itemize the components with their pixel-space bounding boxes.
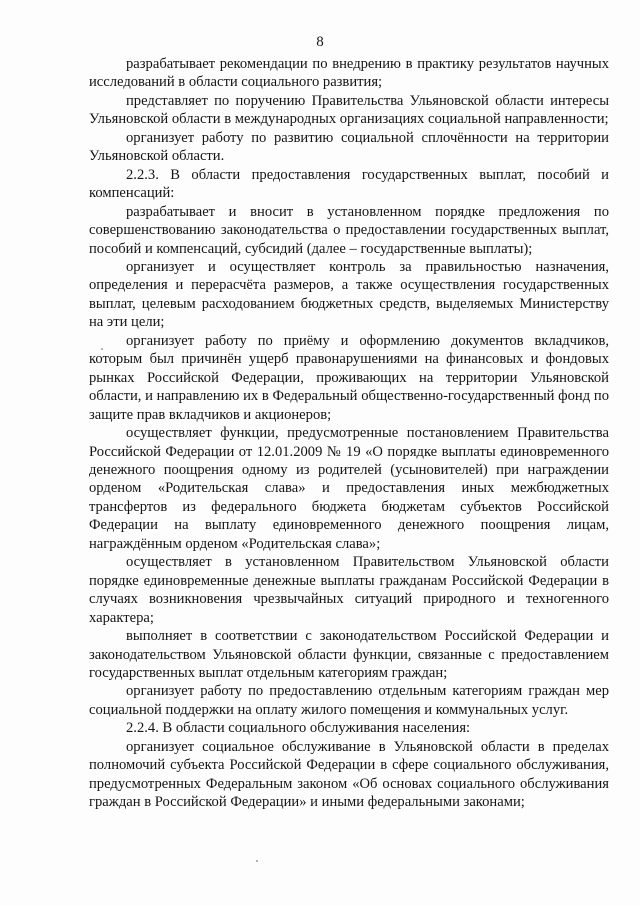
- paragraph: разрабатывает и вносит в установленном порядке предложения по совершенствованию законодательства о предоставлении государственных выплат, пособий и компенсаций, субсидий (далее – государственные выплаты);: [89, 203, 609, 257]
- paragraph: организует работу по приёму и оформлению документов вкладчиков, которым был причинён ущерб правонарушениями на финансовых и фондовых рынках Российской Федерации, проживающих на территории Ульяновской области, и направлению их в Федеральный общественно-государственный фонд по защите прав вкладчиков и акционеров;: [89, 332, 609, 423]
- paragraph: осуществляет функции, предусмотренные постановлением Правительства Российской Федерации от 12.01.2009 № 19 «О порядке выплаты единовременного денежного поощрения одному из родителей (усыновителей) при награждении орденом «Родительская слава» и предоставления иных межбюджетных трансфертов из федерального бюджета бюджетам субъектов Российской Федерации на выплату единовременного денежного поощрения лицам, награждённым орденом «Родительская слава»;: [89, 425, 609, 552]
- paragraph: разрабатывает рекомендации по внедрению в практику результатов научных исследований в области социального развития;: [89, 56, 609, 91]
- section-heading: 2.2.4. В области социального обслуживания населения:: [126, 720, 471, 737]
- section-heading: 2.2.3. В области предоставления государственных выплат, пособий и компенсаций:: [89, 166, 609, 202]
- scan-speck: [101, 348, 103, 350]
- page-number: 8: [316, 34, 324, 50]
- paragraph: организует работу по предоставлению отдельным категориям граждан мер социальной поддержки на оплату жилого помещения и коммунальных услуг.: [89, 683, 609, 718]
- scan-speck: [256, 860, 258, 862]
- paragraph: организует и осуществляет контроль за правильностью назначения, определения и перерасчёта размеров, а также осуществления государственных выплат, целевым расходованием бюджетных средств, выделяемых Министерству на эти цели;: [89, 258, 609, 331]
- paragraph: организует работу по развитию социальной сплочённости на территории Ульяновской области.: [89, 129, 609, 165]
- paragraph: представляет по поручению Правительства Ульяновской области интересы Ульяновской области в международных организациях социальной направленности;: [89, 92, 609, 128]
- document-body: [89, 55, 609, 812]
- paragraph: организует социальное обслуживание в Ульяновской области в пределах полномочий субъекта Российской Федерации в сфере социального обслуживания, предусмотренных Федеральным законом «Об основах социального обслуживания граждан в Российской Федерации» и иными федеральными законами;: [89, 738, 609, 811]
- paragraph: осуществляет в установленном Правительством Ульяновской области порядке единовременные денежные выплаты гражданам Российской Федерации в случаях возникновения чрезвычайных ситуаций природного и техногенного характера;: [89, 554, 609, 626]
- paragraph: выполняет в соответствии с законодательством Российской Федерации и законодательством Ульяновской области функции, связанные с предоставлением государственных выплат отдельным категориям граждан;: [89, 628, 609, 681]
